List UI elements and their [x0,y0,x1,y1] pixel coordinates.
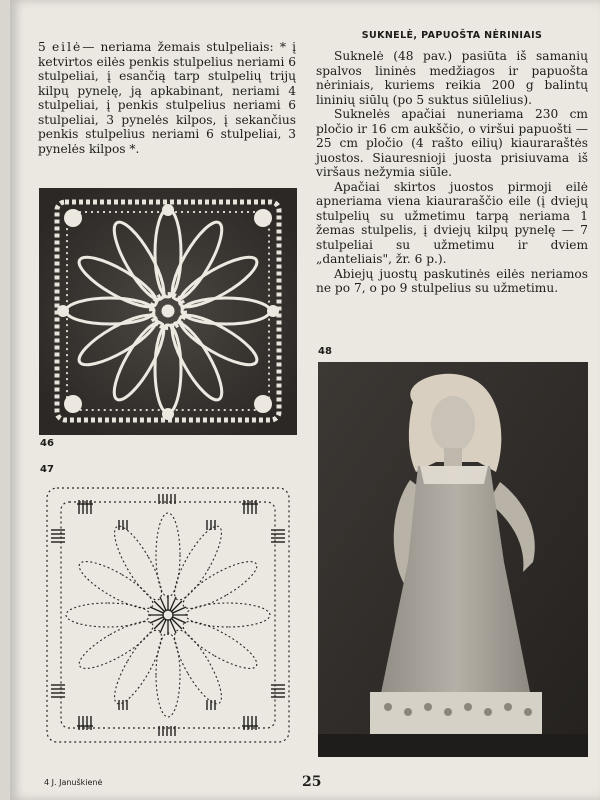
article-heading: SUKNELĖ, PAPUOŠTA NĖRINIAIS [361,30,543,41]
crochet-square-photo [39,188,297,435]
paragraph-3: Apačiai skirtos juostos pirmoji eilė apneriama viena kiauraraščio eile (į dviejų stulpelių su užmetimu tarpą neriama 1 žemas stulpelis, į dviejų kilpų pynelę — 7 stulpeliai su užmetimu ir dviem „danteliais", žr. 6 p.). [316,179,588,266]
crochet-square-illustration [39,188,297,435]
figure-47-label: 47 [40,464,54,475]
figure-48-label: 48 [318,346,332,357]
figure-46-label: 46 [40,438,54,449]
row-body: — neriama žemais stulpeliais: * į ketvirtos eilės penkis stulpelius neriami 6 stulpeliai, į esančią tarp stulpelių trijų kilpų pynelę, ją apkabinant, neriami 4 stulpeliai, į penkis stulpelius neriami 6 stulpeliai, 3 pynelės kilpos, į sekančius penkis stulpelius neriami 6 stulpeliai, 3 pynelės kilpos *. [38,40,296,156]
paragraph-2: Suknelės apačiai nuneriama 230 cm pločio ir 16 cm aukščio, o viršui papuošti — 25 cm pločio (4 rašto eilių) kiauraraštės juostos. Siauresnioji juosta prisiuvama iš viršaus nežymia siūle. [316,107,588,179]
left-text-block [38,40,296,156]
dress-photo [318,362,588,757]
row-number: 5 [38,40,46,54]
row-5-instructions [38,40,296,156]
paragraph-4: Abiejų juostų paskutinės eilės neriamos ne po 7, o po 9 stulpelius su užmetimu. [316,266,588,295]
crochet-chart-illustration [39,480,297,750]
footer-signature: 4 J. Januškienė [44,778,103,787]
paragraph-1: Suknelė (48 pav.) pasiūta iš samanių spalvos lininės medžiagos ir papuošta nėriniais, kuriems reikia 200 g balintų lininių siūlų (po 5 suktus siūlelius). [316,49,588,107]
page-number: 25 [302,774,322,790]
row-word: eilė [51,40,83,54]
crochet-chart-diagram [39,480,297,750]
right-text-block [316,30,588,296]
woman-in-dress-illustration [318,362,588,757]
